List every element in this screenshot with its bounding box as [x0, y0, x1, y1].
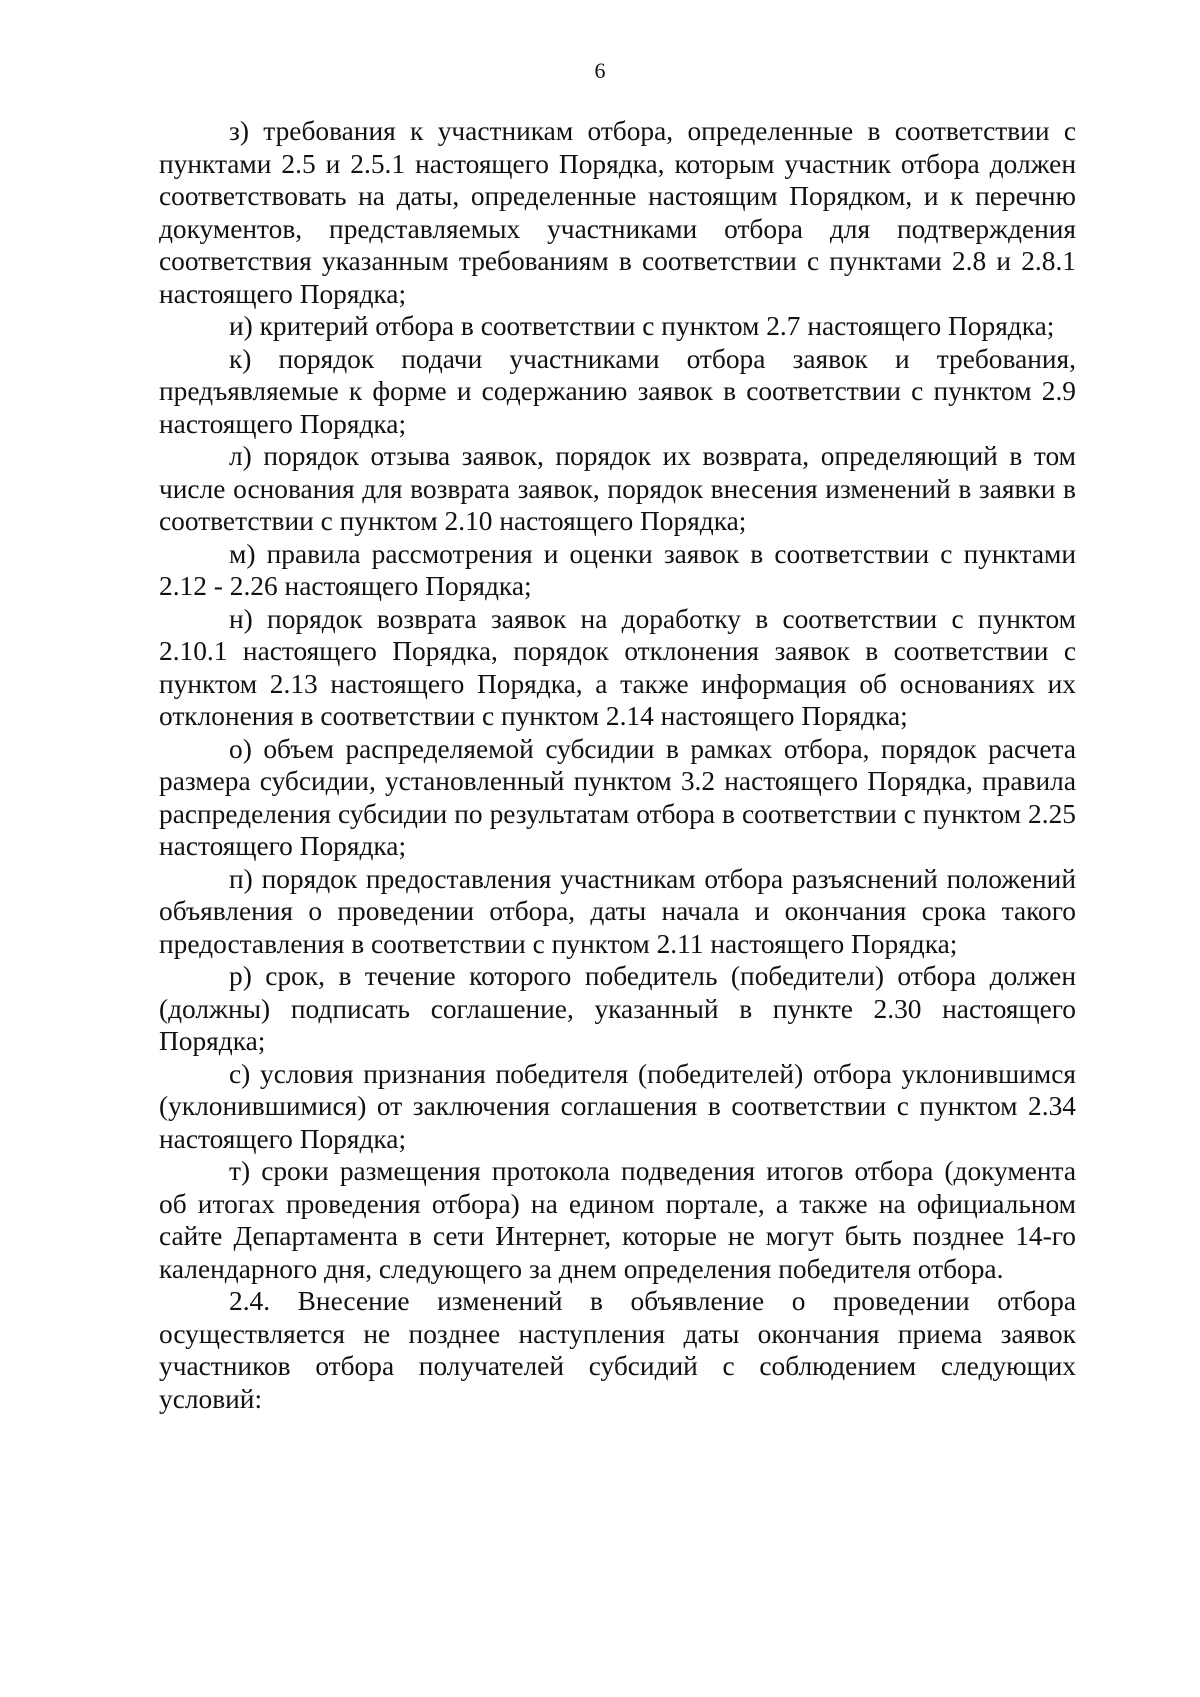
- paragraph-n: н) порядок возврата заявок на доработку в соответствии с пунктом 2.10.1 настоящего Порядка, порядок отклонения заявок в соответствии с пунктом 2.13 настоящего Порядка, а также информация об основаниях их отклонения в соответствии с пунктом 2.14 настоящего Порядка;: [159, 603, 1076, 731]
- paragraph-2-4: 2.4. Внесение изменений в объявление о проведении отбора осуществляется не позднее наступления даты окончания приема заявок участников отбора получателей субсидий с соблюдением следующих условий:: [159, 1286, 1076, 1414]
- paragraph-i: и) критерий отбора в соответствии с пунктом 2.7 настоящего Порядка;: [229, 311, 1055, 341]
- paragraph-s: с) условия признания победителя (победителей) отбора уклонившимся (уклонившимися) от заключения соглашения в соответствии с пунктом 2.34 настоящего Порядка;: [159, 1058, 1076, 1154]
- paragraph-t: т) сроки размещения протокола подведения итогов отбора (документа об итогах проведения отбора) на едином портале, а также на официальном сайте Департамента в сети Интернет, которые не могут быть позднее 14-го календарного дня, следующего за днем определения победителя отбора.: [159, 1156, 1076, 1284]
- paragraph-z: з) требования к участникам отбора, определенные в соответствии с пунктами 2.5 и 2.5.1 настоящего Порядка, которым участник отбора должен соответствовать на даты, определенные настоящим Порядком, и к перечню документов, представляемых участниками отбора для подтверждения соответствия указанным требованиям в соответствии с пунктами 2.8 и 2.8.1 настоящего Порядка;: [159, 116, 1076, 309]
- paragraph-l: л) порядок отзыва заявок, порядок их возврата, определяющий в том числе основания для возврата заявок, порядок внесения изменений в заявки в соответствии с пунктом 2.10 настоящего Порядка;: [159, 441, 1076, 536]
- paragraph-k: к) порядок подачи участниками отбора заявок и требования, предъявляемые к форме и содержанию заявок в соответствии с пунктом 2.9 настоящего Порядка;: [159, 343, 1076, 439]
- paragraph-m: м) правила рассмотрения и оценки заявок в соответствии с пунктами 2.12 - 2.26 настоящего Порядка;: [159, 538, 1076, 601]
- paragraph-r: р) срок, в течение которого победитель (победители) отбора должен (должны) подписать соглашение, указанный в пункте 2.30 настоящего Порядка;: [159, 961, 1076, 1056]
- paragraph-p: п) порядок предоставления участникам отбора разъяснений положений объявления о проведении отбора, даты начала и окончания срока такого предоставления в соответствии с пунктом 2.11 настоящего Порядка;: [159, 863, 1076, 959]
- paragraph-o: о) объем распределяемой субсидии в рамках отбора, порядок расчета размера субсидии, установленный пунктом 3.2 настоящего Порядка, правила распределения субсидии по результатам отбора в соответствии с пунктом 2.25 настоящего Порядка;: [159, 733, 1076, 861]
- document-body: [159, 115, 1076, 1415]
- page-number: 6: [594, 58, 606, 83]
